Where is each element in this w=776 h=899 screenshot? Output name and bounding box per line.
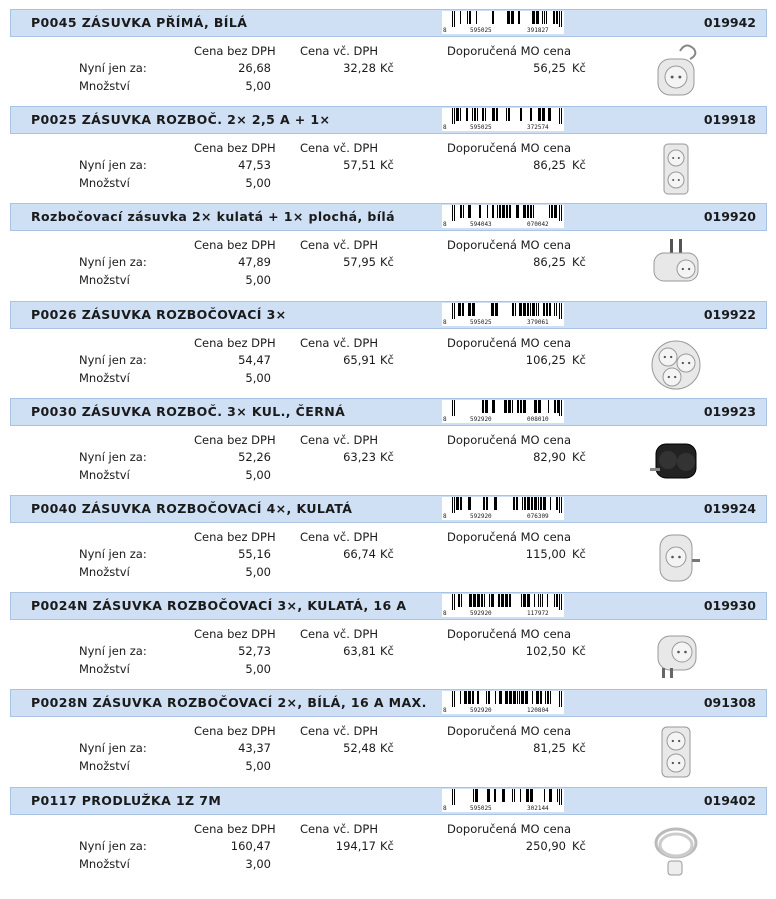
product-header [10,203,767,231]
barcode-bars [452,108,562,124]
gross-price: 57,95 [343,255,376,270]
net-price: 160,47 [230,838,271,853]
quantity-label: Množství [79,79,130,93]
currency-label: Kč [572,61,586,75]
col-rrp-label: Doporučená MO cena [447,238,571,253]
gross-price: 57,51 [343,158,376,173]
barcode-digits-left: 595025 [470,27,492,34]
barcode-digit: 8 [443,318,447,326]
black-round-splitter-image[interactable] [646,432,706,490]
product-entry-019923 [10,398,767,495]
product-title[interactable]: P0045 ZÁSUVKA PŘÍMÁ, BÍLÁ [31,15,248,30]
gross-price: 65,91 [343,352,376,367]
rrp-price: 56,25 [533,61,566,75]
product-code: 019924 [703,501,756,516]
product-title[interactable]: P0028N ZÁSUVKA ROZBOČOVACÍ 2×, BÍLÁ, 16 A MAX. [31,695,427,711]
col-rrp-label: Doporučená MO cena [447,335,571,350]
product-title[interactable]: P0117 PRODLUŽKA 1Z 7M [31,792,222,808]
barcode-digits-right: 008010 [527,415,549,423]
product-entry-091308 [10,689,767,786]
col-gross-label: Cena vč. DPH [300,724,378,739]
barcode-digits-left: 592920 [470,513,492,520]
quantity-label: Množství [79,856,130,871]
col-gross-label: Cena vč. DPH [300,141,378,156]
barcode-digit: 8 [443,707,447,715]
product-title[interactable]: P0040 ZÁSUVKA ROZBOČOVACÍ 4×, KULATÁ [31,501,353,516]
quantity-label: Množství [79,467,130,482]
product-entry-019918 [10,106,767,203]
col-gross-label: Cena vč. DPH [300,44,378,58]
net-price: 26,68 [238,61,271,75]
price-now-label: Nyní jen za: [79,158,147,173]
barcode-bars [452,594,562,610]
col-net-label: Cena bez DPH [194,821,276,836]
barcode-digits-right: 120804 [527,707,549,715]
net-price: 54,47 [238,352,271,367]
rrp-price: 86,25 [533,255,566,270]
barcode [442,497,564,520]
barcode [442,594,564,617]
col-net-label: Cena bez DPH [194,141,276,156]
product-title[interactable]: Rozbočovací zásuvka 2× kulatá + 1× plochá, bílá [31,209,395,225]
net-price: 52,73 [238,644,271,659]
gross-price: 63,23 [343,449,376,464]
product-header [10,398,767,426]
barcode-digits-right: 070042 [527,221,549,229]
rrp-price: 82,90 [533,449,566,464]
product-header [10,495,767,523]
product-header [10,9,767,37]
gross-price: 32,28 [343,61,376,75]
barcode-bars [452,497,562,513]
product-header [10,301,767,329]
col-rrp-label: Doporučená MO cena [447,530,571,544]
barcode-bars [452,789,562,805]
barcode-digits-right: 076309 [527,513,549,520]
product-code: 019920 [703,209,756,225]
product-title[interactable]: P0030 ZÁSUVKA ROZBOČ. 3× KUL., ČERNÁ [31,403,346,419]
quantity-label: Množství [79,273,130,288]
barcode [442,691,564,714]
rrp-price: 106,25 [525,352,566,367]
double-splitter-white-image[interactable] [646,723,706,781]
quantity-value: 5,00 [245,273,271,288]
barcode-bars [452,11,562,27]
col-net-label: Cena bez DPH [194,432,276,447]
quantity-value: 5,00 [245,565,271,579]
rrp-price: 250,90 [525,838,566,853]
col-gross-label: Cena vč. DPH [300,335,378,350]
product-code: 019923 [703,403,756,419]
col-net-label: Cena bez DPH [194,724,276,739]
barcode-digits-left: 595025 [470,318,492,326]
col-rrp-label: Doporučená MO cena [447,724,571,739]
col-net-label: Cena bez DPH [194,627,276,642]
currency-label: Kč [380,838,394,853]
product-header [10,106,767,134]
extension-cord-coil-image[interactable] [646,821,706,879]
quad-round-splitter-image[interactable] [646,529,706,587]
barcode-digits-right: 391827 [527,27,549,34]
product-title[interactable]: P0024N ZÁSUVKA ROZBOČOVACÍ 3×, KULATÁ, 16 A [31,598,407,614]
barcode [442,789,564,812]
quantity-value: 5,00 [245,467,271,482]
net-price: 43,37 [238,741,271,756]
barcode-digits-right: 302144 [527,804,549,812]
price-now-label: Nyní jen za: [79,838,147,853]
barcode-digits-right: 379061 [527,318,549,326]
barcode-bars [452,400,562,416]
col-rrp-label: Doporučená MO cena [447,44,571,58]
splitter-socket-vertical-image[interactable] [646,140,706,198]
col-gross-label: Cena vč. DPH [300,238,378,253]
quantity-label: Množství [79,176,130,191]
rrp-price: 86,25 [533,158,566,173]
currency-label: Kč [380,741,394,756]
quantity-value: 3,00 [245,856,271,871]
barcode-digit: 8 [443,124,447,132]
quantity-label: Množství [79,370,130,385]
barcode-digit: 8 [443,415,447,423]
net-price: 55,16 [238,547,271,561]
price-now-label: Nyní jen za: [79,352,147,367]
col-net-label: Cena bez DPH [194,335,276,350]
col-net-label: Cena bez DPH [194,238,276,253]
quantity-value: 5,00 [245,662,271,677]
rrp-price: 102,50 [525,644,566,659]
barcode-digit: 8 [443,513,447,520]
barcode-digits-left: 594043 [470,221,492,229]
price-now-label: Nyní jen za: [79,741,147,756]
splitter-socket-plug-image[interactable] [646,237,706,295]
triple-splitter-socket-image[interactable] [646,335,706,393]
barcode-bars [452,303,562,319]
barcode-digit: 8 [443,221,447,229]
product-code: 019922 [703,306,756,322]
col-rrp-label: Doporučená MO cena [447,627,571,642]
product-code: 091308 [703,695,756,711]
col-rrp-label: Doporučená MO cena [447,141,571,156]
barcode [442,11,564,34]
currency-label: Kč [380,644,394,659]
barcode-digits-left: 592920 [470,707,492,715]
rrp-price: 115,00 [525,547,566,561]
barcode [442,303,564,326]
quantity-label: Množství [79,565,130,579]
barcode-digits-left: 595025 [470,804,492,812]
single-socket-with-cord-image[interactable] [646,43,706,101]
col-gross-label: Cena vč. DPH [300,627,378,642]
currency-label: Kč [572,352,586,367]
col-rrp-label: Doporučená MO cena [447,821,571,836]
product-entry-019942 [10,9,767,106]
product-code: 019918 [703,112,756,128]
price-now-label: Nyní jen za: [79,449,147,464]
quantity-label: Množství [79,662,130,677]
net-price: 52,26 [238,449,271,464]
quantity-value: 5,00 [245,759,271,774]
currency-label: Kč [572,547,586,561]
currency-label: Kč [380,158,394,173]
currency-label: Kč [380,547,394,561]
barcode-digits-left: 592920 [470,415,492,423]
product-code: 019942 [703,15,756,30]
product-entry-019920 [10,203,767,300]
barcode-digits-right: 117972 [527,610,549,618]
quantity-value: 5,00 [245,176,271,191]
col-net-label: Cena bez DPH [194,44,276,58]
product-code: 019930 [703,598,756,614]
currency-label: Kč [572,158,586,173]
price-now-label: Nyní jen za: [79,644,147,659]
col-net-label: Cena bez DPH [194,530,276,544]
gross-price: 52,48 [343,741,376,756]
quantity-value: 5,00 [245,370,271,385]
product-entry-019924 [10,495,767,592]
col-gross-label: Cena vč. DPH [300,530,378,544]
price-now-label: Nyní jen za: [79,547,147,561]
price-now-label: Nyní jen za: [79,255,147,270]
product-entry-019922 [10,301,767,398]
currency-label: Kč [380,61,394,75]
currency-label: Kč [380,255,394,270]
barcode-bars [452,205,562,221]
barcode [442,400,564,423]
gross-price: 63,81 [343,644,376,659]
col-rrp-label: Doporučená MO cena [447,432,571,447]
product-header [10,592,767,620]
gross-price: 194,17 [335,838,376,853]
col-gross-label: Cena vč. DPH [300,821,378,836]
gross-price: 66,74 [343,547,376,561]
product-title[interactable]: P0026 ZÁSUVKA ROZBOČOVACÍ 3× [31,306,287,322]
net-price: 47,89 [238,255,271,270]
currency-label: Kč [380,449,394,464]
barcode-digits-left: 592920 [470,610,492,618]
barcode [442,108,564,131]
currency-label: Kč [572,255,586,270]
product-entry-019930 [10,592,767,689]
barcode-digit: 8 [443,610,447,618]
product-entry-019402 [10,787,767,884]
net-price: 47,53 [238,158,271,173]
barcode-digit: 8 [443,804,447,812]
currency-label: Kč [572,838,586,853]
currency-label: Kč [572,741,586,756]
rrp-price: 81,25 [533,741,566,756]
product-header [10,689,767,717]
price-now-label: Nyní jen za: [79,61,147,75]
currency-label: Kč [572,644,586,659]
barcode-digits-left: 595025 [470,124,492,132]
round-splitter-16a-image[interactable] [646,626,706,684]
col-gross-label: Cena vč. DPH [300,432,378,447]
barcode-bars [452,691,562,707]
barcode-digits-right: 372574 [527,124,549,132]
currency-label: Kč [572,449,586,464]
product-title[interactable]: P0025 ZÁSUVKA ROZBOČ. 2× 2,5 A + 1× [31,112,331,128]
barcode [442,205,564,228]
product-code: 019402 [703,792,756,808]
quantity-value: 5,00 [245,79,271,93]
quantity-label: Množství [79,759,130,774]
barcode-digit: 8 [443,27,447,34]
product-header [10,787,767,815]
currency-label: Kč [380,352,394,367]
